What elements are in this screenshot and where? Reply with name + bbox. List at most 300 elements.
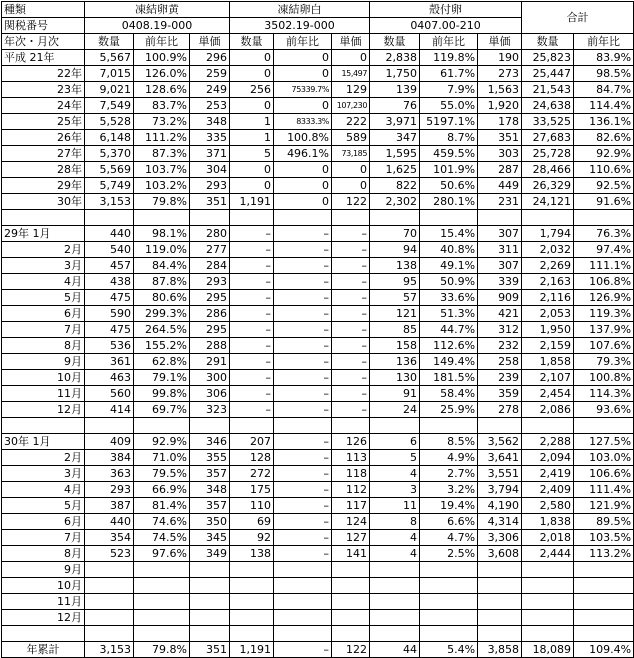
column-header: 単価 [332,34,370,50]
table-cell: 24 [370,402,420,418]
table-cell: – [332,290,370,306]
table-cell: 49.1% [420,258,478,274]
group-name: 凍結卵黄 [85,2,230,18]
table-row [2,178,634,194]
table-cell: 51.3% [420,306,478,322]
table-cell: 25.9% [420,402,478,418]
table-cell [274,594,332,610]
table-row [2,162,634,178]
table-cell: – [274,642,332,658]
table-cell: 449 [478,178,522,194]
empty-cell [274,210,332,226]
table-cell: 58.4% [420,386,478,402]
row-label: 6月 [2,514,85,530]
table-cell [134,594,190,610]
table-cell: 76.3% [574,226,634,242]
table-row [2,98,634,114]
table-cell: 1,750 [370,66,420,82]
table-cell: 232 [478,338,522,354]
table-cell: 137.9% [574,322,634,338]
row-label: 22年 [2,66,85,82]
table-cell: 19.4% [420,498,478,514]
table-cell: 113 [332,450,370,466]
table-cell [230,594,274,610]
group-code: 0408.19-000 [85,18,230,34]
table-cell: – [274,354,332,370]
table-cell: – [332,322,370,338]
table-row [2,530,634,546]
table-row [2,354,634,370]
table-cell: 5.4% [420,642,478,658]
column-header: 数量 [370,34,420,50]
table-row [2,434,634,450]
row-label: 4月 [2,482,85,498]
table-cell: 82.6% [574,130,634,146]
table-cell: 348 [190,482,230,498]
empty-cell [332,626,370,642]
column-header: 数量 [230,34,274,50]
empty-cell [134,418,190,434]
table-cell: – [274,338,332,354]
empty-cell [274,418,332,434]
table-cell: 6 [370,434,420,450]
table-cell: 98.5% [574,66,634,82]
table-row [2,66,634,82]
row-label: 8月 [2,546,85,562]
table-cell: 291 [190,354,230,370]
table-cell: 21,543 [522,82,574,98]
table-cell: 44 [370,642,420,658]
table-cell [274,562,332,578]
table-cell: 359 [478,386,522,402]
table-cell: 2,580 [522,498,574,514]
table-cell: 350 [190,514,230,530]
table-cell: 5,569 [85,162,134,178]
table-cell: 112 [332,482,370,498]
table-cell: 2,454 [522,386,574,402]
column-header: 数量 [85,34,134,50]
table-cell: – [230,338,274,354]
table-cell: 0 [230,178,274,194]
table-cell [574,594,634,610]
empty-cell [230,210,274,226]
table-cell: 92.5% [574,178,634,194]
table-cell: – [274,290,332,306]
table-cell: 117 [332,498,370,514]
empty-cell [574,210,634,226]
table-cell: 1 [230,114,274,130]
table-cell: 4,190 [478,498,522,514]
empty-cell [190,418,230,434]
egg-import-table [1,1,634,658]
table-cell: 354 [85,530,134,546]
empty-cell [478,210,522,226]
table-row [2,146,634,162]
table-row [2,194,634,210]
table-cell: 822 [370,178,420,194]
table-cell: 106.8% [574,274,634,290]
table-cell: 278 [478,402,522,418]
table-cell: – [230,290,274,306]
table-cell: 129 [332,82,370,98]
table-cell: – [274,242,332,258]
row-label: 4月 [2,274,85,290]
table-cell: 440 [85,514,134,530]
row-label: 23年 [2,82,85,98]
table-cell: 75339.7% [274,82,332,98]
table-cell: 181.5% [420,370,478,386]
table-cell: – [274,370,332,386]
table-cell [230,610,274,626]
table-row [2,130,634,146]
table-cell: 0 [332,50,370,66]
table-cell: 540 [85,242,134,258]
table-cell: 15.4% [420,226,478,242]
table-cell: 361 [85,354,134,370]
table-cell [370,594,420,610]
table-row [2,258,634,274]
table-cell: 111.1% [574,258,634,274]
table-cell: 74.5% [134,530,190,546]
column-header-row [2,34,634,50]
row-label: 平成 21年 [2,50,85,66]
empty-cell [522,626,574,642]
table-cell: 249 [190,82,230,98]
table-cell: 0 [274,178,332,194]
table-cell: – [274,258,332,274]
table-cell: 111.4% [574,482,634,498]
table-cell: – [274,450,332,466]
total-label: 合計 [522,2,634,34]
table-row [2,466,634,482]
table-cell: 2.5% [420,546,478,562]
column-header: 単価 [190,34,230,50]
empty-cell [85,418,134,434]
table-cell: 0 [274,194,332,210]
table-row [2,290,634,306]
table-cell: 5 [230,146,274,162]
table-cell: 91.6% [574,194,634,210]
table-cell: 57 [370,290,420,306]
table-cell: – [332,258,370,274]
table-cell: 2,116 [522,290,574,306]
empty-cell [2,626,85,642]
table-cell: 178 [478,114,522,130]
table-cell [85,578,134,594]
table-cell: – [230,306,274,322]
table-cell: 387 [85,498,134,514]
table-cell: 3,794 [478,482,522,498]
table-cell: 339 [478,274,522,290]
table-cell: 106.6% [574,466,634,482]
table-cell: 85 [370,322,420,338]
table-cell: 107.6% [574,338,634,354]
table-cell: 119.3% [574,306,634,322]
table-cell: – [230,354,274,370]
table-cell: 256 [230,82,274,98]
table-row [2,402,634,418]
table-cell: 293 [85,482,134,498]
group-code: 0407.00-210 [370,18,522,34]
table-cell: 119.0% [134,242,190,258]
table-cell: 280.1% [420,194,478,210]
table-cell: 286 [190,306,230,322]
empty-cell [420,626,478,642]
table-cell: 79.8% [134,194,190,210]
table-cell: 130 [370,370,420,386]
table-cell: 79.1% [134,370,190,386]
column-header: 数量 [522,34,574,50]
table-cell: 4.9% [420,450,478,466]
row-label: 25年 [2,114,85,130]
table-cell: 253 [190,98,230,114]
table-cell: – [230,226,274,242]
table-row [2,386,634,402]
table-cell: 3,153 [85,194,134,210]
table-cell: 363 [85,466,134,482]
table-cell [478,594,522,610]
table-cell: 288 [190,338,230,354]
table-cell: 4 [370,546,420,562]
column-header: 単価 [478,34,522,50]
type-label: 種類 [2,2,85,18]
table-cell: 307 [478,258,522,274]
table-cell: 349 [190,546,230,562]
table-cell: 8 [370,514,420,530]
table-cell: 122 [332,642,370,658]
empty-cell [522,210,574,226]
table-cell: 121.9% [574,498,634,514]
row-label: 30年 [2,194,85,210]
table-cell: 312 [478,322,522,338]
table-row [2,50,634,66]
table-cell: 277 [190,242,230,258]
table-cell: – [274,402,332,418]
table-cell: 457 [85,258,134,274]
row-label: 28年 [2,162,85,178]
table-cell [190,610,230,626]
table-cell: 304 [190,162,230,178]
table-cell: 239 [478,370,522,386]
table-cell: 97.6% [134,546,190,562]
table-cell [190,578,230,594]
table-cell: 300 [190,370,230,386]
table-cell [478,562,522,578]
group-name: 殻付卵 [370,2,522,18]
row-label: 7月 [2,530,85,546]
table-cell [574,562,634,578]
table-cell [574,610,634,626]
table-cell: 55.0% [420,98,478,114]
table-cell: 118 [332,466,370,482]
table-cell: 136 [370,354,420,370]
table-cell [522,578,574,594]
table-cell: 18,089 [522,642,574,658]
table-cell: 110.6% [574,162,634,178]
table-cell: 909 [478,290,522,306]
table-cell: 80.6% [134,290,190,306]
table-cell [134,578,190,594]
table-cell: – [332,306,370,322]
table-cell: 69.7% [134,402,190,418]
table-cell [420,578,478,594]
table-cell [420,594,478,610]
table-cell: 24,121 [522,194,574,210]
table-cell: – [274,498,332,514]
table-row [2,322,634,338]
table-cell: 33.6% [420,290,478,306]
table-cell: – [274,466,332,482]
table-cell: 459.5% [420,146,478,162]
table-cell: 101.9% [420,162,478,178]
table-cell: – [332,226,370,242]
table-cell: – [230,322,274,338]
table-cell [522,594,574,610]
table-cell: – [230,258,274,274]
table-row [2,450,634,466]
row-label: 11月 [2,594,85,610]
table-cell: 2,288 [522,434,574,450]
table-cell [370,610,420,626]
table-cell: 103.5% [574,530,634,546]
table-cell [332,578,370,594]
table-cell: 3.2% [420,482,478,498]
table-cell: 27,683 [522,130,574,146]
table-cell: – [274,306,332,322]
table-cell: 0 [230,66,274,82]
table-cell: 303 [478,146,522,162]
empty-cell [230,418,274,434]
table-row [2,498,634,514]
table-cell: 122 [332,194,370,210]
table-cell: 114.4% [574,98,634,114]
table-cell: 25,447 [522,66,574,82]
table-cell: 4 [370,466,420,482]
table-cell: 2,018 [522,530,574,546]
table-cell: 536 [85,338,134,354]
table-cell: – [274,546,332,562]
table-cell [478,578,522,594]
table-cell: 3,641 [478,450,522,466]
row-label: 24年 [2,98,85,114]
table-cell: 100.9% [134,50,190,66]
table-cell: – [332,386,370,402]
empty-cell [420,210,478,226]
table-cell: 384 [85,450,134,466]
table-cell: – [274,322,332,338]
table-cell: 0 [230,98,274,114]
table-cell: 44.7% [420,322,478,338]
row-label: 2月 [2,242,85,258]
table-cell [478,610,522,626]
table-cell: 475 [85,322,134,338]
empty-cell [85,210,134,226]
row-label: 2月 [2,450,85,466]
table-cell: 99.8% [134,386,190,402]
empty-cell [134,210,190,226]
table-cell: – [332,354,370,370]
table-cell: 2,163 [522,274,574,290]
table-cell: – [332,402,370,418]
table-cell [420,562,478,578]
table-cell: 2.7% [420,466,478,482]
row-label: 年累計 [2,642,85,658]
table-cell: 259 [190,66,230,82]
table-cell: 287 [478,162,522,178]
table-cell: 357 [190,498,230,514]
table-cell [190,562,230,578]
table-cell: 92 [230,530,274,546]
table-cell: 98.1% [134,226,190,242]
table-cell: 112.6% [420,338,478,354]
table-row [2,594,634,610]
table-cell: 323 [190,402,230,418]
empty-cell [2,418,85,434]
table-cell [134,610,190,626]
table-cell [370,578,420,594]
table-cell: 11 [370,498,420,514]
table-cell: 8.5% [420,434,478,450]
table-cell: 1,595 [370,146,420,162]
table-cell: 0 [332,178,370,194]
table-cell: 306 [190,386,230,402]
table-cell: 107,230 [332,98,370,114]
table-cell: 5,749 [85,178,134,194]
table-cell: 0 [274,66,332,82]
table-cell: 307 [478,226,522,242]
table-cell: 0 [332,162,370,178]
table-cell: 28,466 [522,162,574,178]
table-cell: 2,269 [522,258,574,274]
table-cell: – [230,402,274,418]
table-cell: 5197.1% [420,114,478,130]
table-cell: 3,306 [478,530,522,546]
table-cell: 346 [190,434,230,450]
row-label: 12月 [2,402,85,418]
table-cell: 73.2% [134,114,190,130]
row-label: 5月 [2,498,85,514]
table-row [2,370,634,386]
empty-cell [230,626,274,642]
spacer-row [2,210,634,226]
table-cell: 311 [478,242,522,258]
empty-cell [420,418,478,434]
table-cell: 6.6% [420,514,478,530]
table-cell: 128 [230,450,274,466]
table-cell: 351 [190,194,230,210]
table-cell: 93.6% [574,402,634,418]
period-label: 年次・月次 [2,34,85,50]
table-cell: 126.9% [574,290,634,306]
table-cell [230,562,274,578]
table-cell: 73,185 [332,146,370,162]
table-cell: 136.1% [574,114,634,130]
empty-cell [274,626,332,642]
table-cell: 5,567 [85,50,134,66]
table-cell: 2,302 [370,194,420,210]
table-cell: 50.6% [420,178,478,194]
empty-cell [574,626,634,642]
spacer-row [2,418,634,434]
table-cell: 111.2% [134,130,190,146]
row-label: 8月 [2,338,85,354]
header-row-type [2,2,634,18]
table-cell: 351 [478,130,522,146]
table-cell: 139 [370,82,420,98]
table-cell [522,610,574,626]
table-cell: 4,314 [478,514,522,530]
table-cell: 1,794 [522,226,574,242]
